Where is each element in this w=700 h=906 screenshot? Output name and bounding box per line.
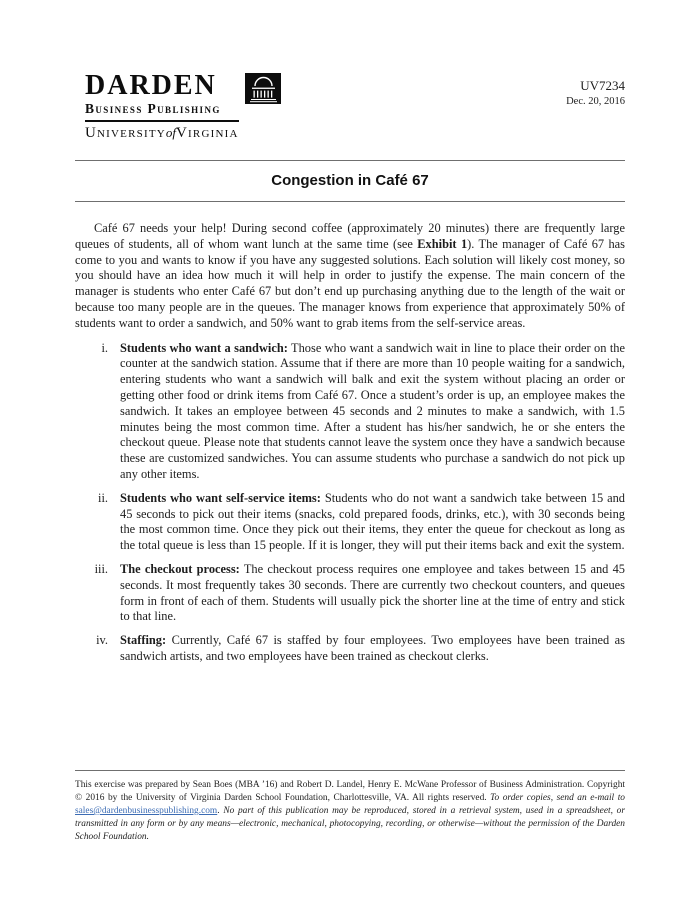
footer-order-copies-text: To order copies, send an e-mail to — [490, 793, 625, 803]
list-number: ii. — [98, 490, 108, 505]
list-item-label: Students who want a sandwich: — [120, 340, 288, 355]
uva-wordmark — [85, 125, 239, 142]
business-publishing-wordmark: Business Publishing — [85, 101, 239, 122]
title-rule-bottom — [75, 201, 625, 202]
darden-wordmark: DARDEN — [85, 70, 217, 101]
list-item-staffing — [75, 633, 625, 665]
intro-text-after: ). The manager of Café 67 has come to you and wants to know if you have any suggested solutions. Each solution will likely cost money, so you should have an idea how much it will help in order to justify the expense. The main concern of the manager is students who enter Café 67 but don’t end up purchasing anything due to the length of the wait or because too many people are in the queues. The manager knows from experience that approximately 50% of students want to order a sandwich, and 50% want to grab items from the self-service areas. — [75, 236, 626, 330]
title-block — [75, 160, 625, 202]
numbered-list — [75, 341, 625, 665]
list-item-text: The checkout process requires one employee and takes between 15 and 45 seconds. It most frequently takes 30 seconds. There are currently two checkout counters, and queues form in front of each of them. Students will usually pick the shorter line at the time of entry and stick to that line. — [120, 561, 626, 624]
doc-number: UV7234 — [580, 78, 625, 93]
list-item-label: Staffing: — [120, 633, 167, 648]
list-item-self-service — [75, 491, 625, 554]
doc-meta — [566, 72, 625, 109]
footer-rights-text: No part of this publication may be reproduced, stored in a retrieval system, used in a spreadsheet, or transmitted in any form or by any means—electronic, mechanical, photocopying, recording, or otherwise—without the permission of the Darden School Foundation. — [75, 806, 626, 842]
page-footer — [75, 770, 625, 844]
footer-rule — [75, 770, 625, 771]
darden-logo — [85, 72, 281, 142]
list-number: iv. — [96, 633, 108, 648]
list-item-sandwich — [75, 341, 625, 483]
uva-word-of: of — [165, 124, 177, 140]
rotunda-icon — [245, 73, 281, 104]
list-item-text: Those who want a sandwich wait in line to place their order on the counter at the sandwich station. Assume that if there are more than 10 people waiting for a sandwich, entering students who want a sandwich will balk and exit the system without placing an order or getting other food or drink items from Café 67. Once a student’s order is up, an employee makes the sandwich. It takes an employee between 45 seconds and 2 minutes to make a sandwich, with 1.5 minutes being the most common time. After a student has his/her sandwich, he or she enters the checkout queue. Please note that students cannot leave the system once they have a sandwich because these are customized sandwiches. You can assume students who purchase a sandwich do not pick up any other items. — [120, 340, 625, 481]
footer-separator: . — [217, 806, 224, 816]
title-rule-top — [75, 160, 625, 161]
page-title: Congestion in Café 67 — [271, 172, 429, 189]
list-item-label: The checkout process: — [120, 561, 240, 576]
email-link[interactable]: sales@dardenbusinesspublishing.com — [75, 806, 218, 816]
exhibit-reference: Exhibit 1 — [417, 236, 468, 251]
footer-credit-text: This exercise was prepared by Sean Boes (MBA ’16) and Robert D. Landel, Henry E. McWane Professor of Business Administration. Copyright © 2016 by the University of Virginia Darden School Foundation, Charlottesville, VA. All rights reserved. — [75, 780, 625, 803]
document-body — [75, 221, 625, 673]
intro-text-before: Café 67 needs your help! During second coffee (approximately 20 minutes) there are frequently large queues of students, all of whom want lunch at the same time (see — [75, 221, 625, 251]
doc-date: Dec. 20, 2016 — [566, 95, 625, 107]
uva-word-virginia: Virginia — [176, 124, 239, 141]
page-header — [85, 72, 625, 142]
uva-word-university: University — [85, 124, 166, 141]
list-number: iii. — [94, 561, 108, 576]
list-item-label: Students who want self-service items: — [120, 490, 321, 505]
list-number: i. — [101, 340, 108, 355]
intro-paragraph — [75, 221, 625, 332]
footer-note — [75, 779, 625, 844]
list-item-text: Currently, Café 67 is staffed by four employees. Two employees have been trained as sandwich artists, and two employees have been trained as checkout clerks. — [120, 633, 625, 663]
list-item-checkout — [75, 562, 625, 625]
list-item-text: Students who do not want a sandwich take between 15 and 45 seconds to pick out their items (snacks, cold prepared foods, drinks, etc.), with 30 seconds being the most common time. Once they pick out their items, they enter the queue for checkout as long as the total queue is less than 15 people. If it is longer, they will put their items back and exit the system. — [120, 490, 625, 553]
